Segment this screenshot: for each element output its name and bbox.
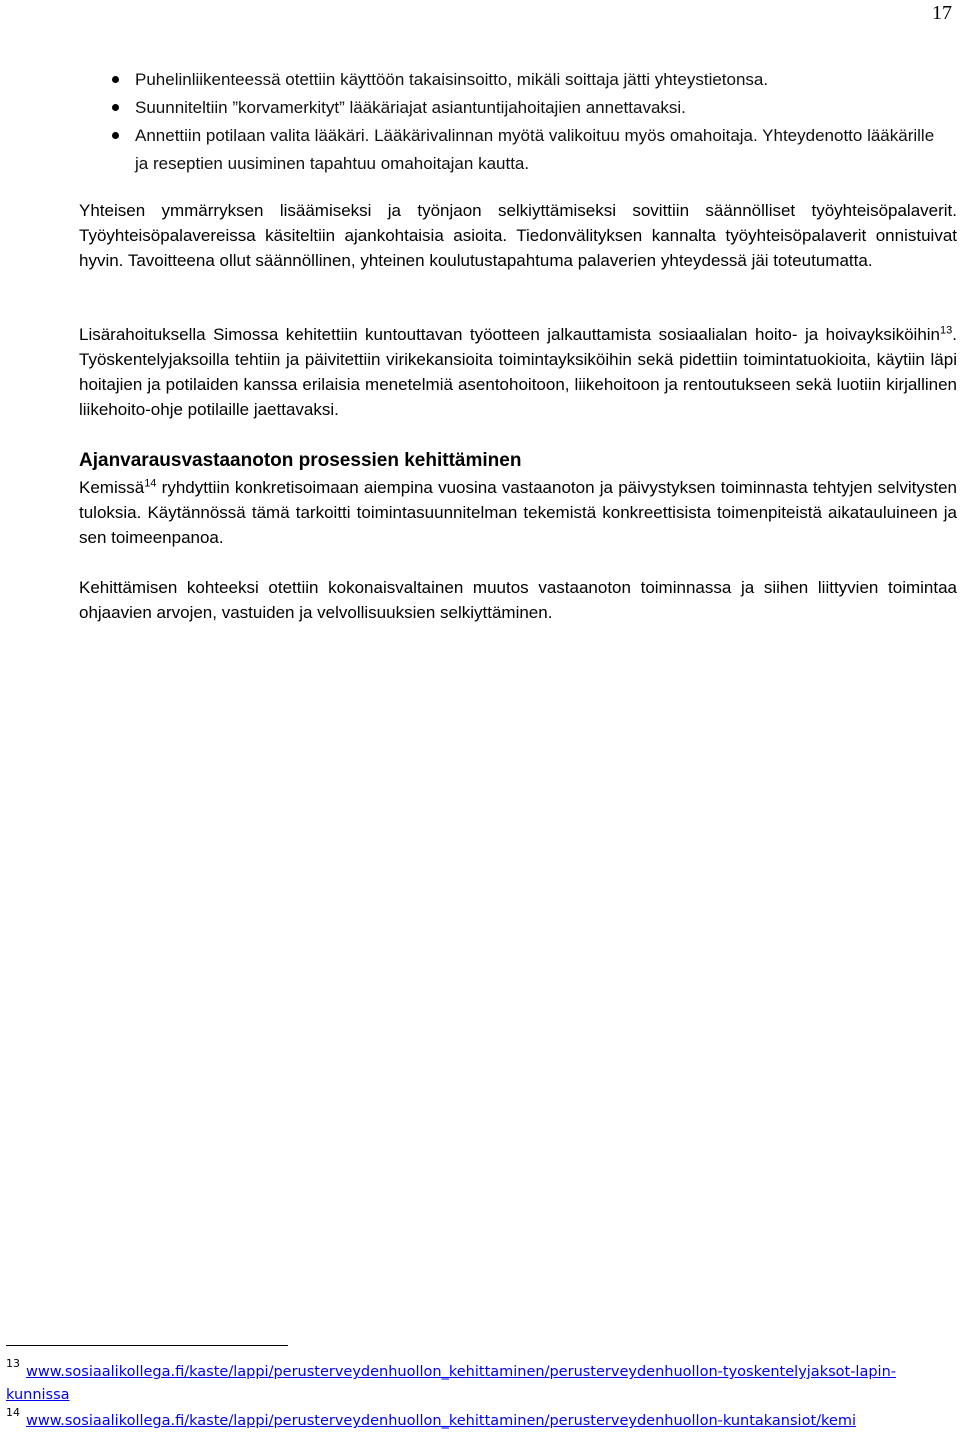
footnote-link[interactable]: www.sosiaalikollega.fi/kaste/lappi/perusterveydenhuollon_kehittaminen/perusterveydenhuollon-kuntakansiot/kemi xyxy=(26,1413,856,1429)
list-item-text: Annettiin potilaan valita lääkäri. Lääkärivalinnan myötä valikoituu myös omahoitaja. Yhteydenotto lääkärille ja reseptien uusiminen tapahtuu omahoitajan kautta. xyxy=(135,126,935,173)
footnote xyxy=(6,1401,936,1433)
paragraph-development: Kehittämisen kohteeksi otettiin kokonaisvaltainen muutos vastaanoton toiminnassa ja siihen liittyvien toimintaa ohjaavien arvojen, vastuiden ja velvollisuuksien selkiyttäminen. xyxy=(79,578,957,622)
footnote-number: 13 xyxy=(6,1357,20,1370)
paragraph-text: . Työskentelyjaksoilla tehtiin ja päivitettiin virikekansioita toimintayksiköihin sekä pidettiin toimintatuokioita, käytiin läpi hoitajien ja potilaiden kanssa erilaisia menetelmiä asentohoitoon, liikehoitoon ja rentoutukseen sekä luotiin kirjallinen liikehoito-ohje potilaille jaettavaksi. xyxy=(79,325,957,419)
paragraph-text: Kemissä xyxy=(79,478,145,497)
list-item-text: Puhelinliikenteessä otettiin käyttöön takaisinsoitto, mikäli soittaja jätti yhteystietonsa. xyxy=(135,70,769,89)
paragraph-kemi xyxy=(79,475,957,550)
footnote-link[interactable]: www.sosiaalikollega.fi/kaste/lappi/perusterveydenhuollon_kehittaminen/perusterveydenhuollon-tyoskentelyjaksot-lapin-kunnissa xyxy=(6,1364,896,1403)
footnote-ref: 14 xyxy=(144,477,157,490)
bullet-list xyxy=(112,66,947,178)
bullet-icon xyxy=(112,104,119,111)
page-number: 17 xyxy=(932,2,952,24)
footnote xyxy=(6,1352,936,1407)
bullet-icon xyxy=(112,76,119,83)
bullet-icon xyxy=(112,132,119,139)
paragraph-text: ryhdyttiin konkretisoimaan aiempina vuosina vastaanoton ja päivystyksen toiminnasta tehtyjen selvitysten tuloksia. Käytännössä tämä tarkoitti toimintasuunnitelman tekemistä konkreettisista toimenpiteistä aikatauluineen ja sen toimeenpanoa. xyxy=(79,478,957,547)
section-heading: Ajanvarausvastaanoton prosessien kehittäminen xyxy=(79,450,522,471)
paragraph-text: Lisärahoituksella Simossa kehitettiin kuntouttavan työotteen jalkauttamista sosiaalialan hoito- ja hoivayksiköihin xyxy=(79,325,941,344)
footnote-separator xyxy=(6,1345,288,1346)
paragraph-meetings: Yhteisen ymmärryksen lisäämiseksi ja työnjaon selkiyttämiseksi sovittiin säännölliset työyhteisöpalaverit. Työyhteisöpalavereissa käsiteltiin ajankohtaisia asioita. Tiedonvälityksen kannalta työyhteisöpalaverit onnistuivat hyvin. Tavoitteena ollut säännöllinen, yhteinen koulutustapahtuma palaverien yhteydessä jäi toteutumatta. xyxy=(79,201,957,270)
list-item xyxy=(112,66,947,94)
footnote-ref: 13 xyxy=(940,324,953,337)
list-item xyxy=(112,94,947,122)
footnote-number: 14 xyxy=(6,1406,20,1419)
list-item xyxy=(112,122,947,178)
list-item-text: Suunniteltiin ”korvamerkityt” lääkäriajat asiantuntijahoitajien annettavaksi. xyxy=(135,98,686,117)
paragraph-simo xyxy=(79,322,957,422)
